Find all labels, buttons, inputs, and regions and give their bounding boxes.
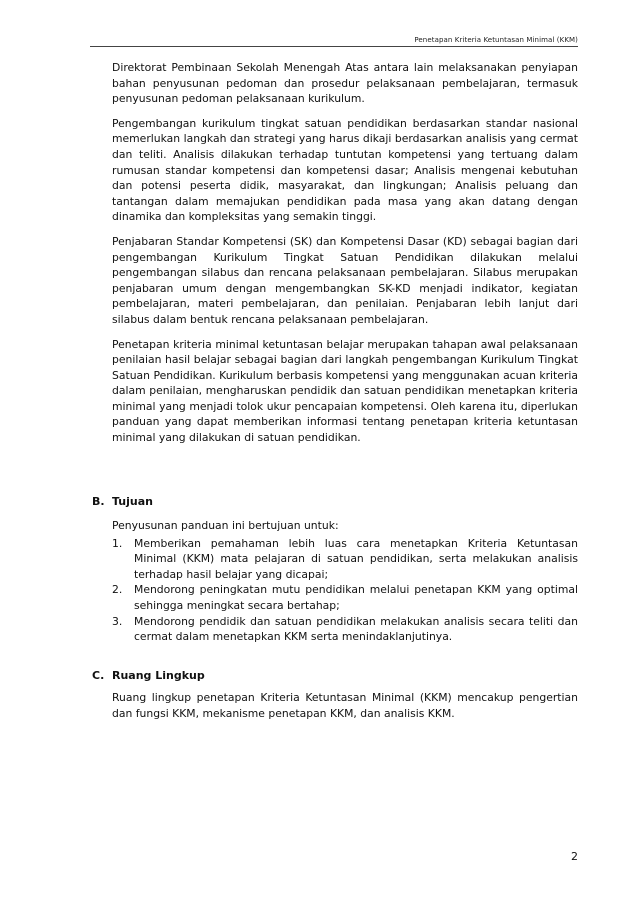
list-item-text: Mendorong pendidik dan satuan pendidikan melakukan analisis secara teliti dan cermat dalam menetapkan KKM serta menindaklanjutinya. <box>134 614 578 644</box>
list-item <box>112 582 578 613</box>
list-item-text: Mendorong peningkatan mutu pendidikan melalui penetapan KKM yang optimal sehingga meningkat secara bertahap; <box>134 583 578 612</box>
paragraph-1: Direktorat Pembinaan Sekolah Menengah Atas antara lain melaksanakan penyiapan bahan penyusunan pedoman dan prosedur pelaksanaan pembelajaran, termasuk penyusunan pedoman pelaksanaan kurikulum. <box>112 61 578 106</box>
section-b-title: Tujuan <box>112 495 153 508</box>
section-b-heading <box>92 494 153 509</box>
section-c-body <box>112 690 578 730</box>
paragraph-4: Penetapan kriteria minimal ketuntasan belajar merupakan tahapan awal pelaksanaan penilaian hasil belajar sebagai bagian dari langkah pengembangan Kurikulum Tingkat Satuan Pendidikan. Kurikulum berbasis kompetensi yang menggunakan acuan kriteria dalam penilaian, mengharuskan pendidik dan satuan pendidikan menetapkan kriteria minimal yang menjadi tolok ukur pencapaian kompetensi. Oleh karena itu, diperlukan panduan yang dapat memberikan informasi tentang penetapan kriteria ketuntasan minimal yang dilakukan di satuan pendidikan. <box>112 337 578 445</box>
paragraph-3: Penjabaran Standar Kompetensi (SK) dan Kompetensi Dasar (KD) sebagai bagian dari pengembangan Kurikulum Tingkat Satuan Pendidikan dilakukan melalui pengembangan silabus dan rencana pelaksanaan pembelajaran. Silabus merupakan penjabaran umum dengan mengembangkan SK-KD menjadi indikator, kegiatan pembelajaran, materi pembelajaran, dan penilaian. Penjabaran lebih lanjut dari silabus dalam bentuk rencana pelaksanaan pembelajaran. <box>112 234 578 326</box>
page-number: 2 <box>571 850 578 863</box>
section-c-title: Ruang Lingkup <box>112 669 205 682</box>
section-c-letter: C. <box>92 669 105 682</box>
section-c-text: Ruang lingkup penetapan Kriteria Ketuntasan Minimal (KKM) mencakup pengertian dan fungsi KKM, mekanisme penetapan KKM, dan analisis KKM. <box>112 691 578 720</box>
intro-body <box>112 60 578 455</box>
list-item <box>112 536 578 583</box>
list-item-text: Memberikan pemahaman lebih luas cara menetapkan Kriteria Ketuntasan Minimal (KKM) mata pelajaran di satuan pendidikan, serta melakukan analisis terhadap hasil belajar yang dicapai; <box>134 536 578 581</box>
header-divider <box>90 46 578 47</box>
section-b-intro: Penyusunan panduan ini bertujuan untuk: <box>112 519 339 532</box>
section-b-letter: B. <box>92 495 105 508</box>
section-b-body <box>112 518 578 645</box>
paragraph-2: Pengembangan kurikulum tingkat satuan pendidikan berdasarkan standar nasional memerlukan langkah dan strategi yang harus dikaji berdasarkan analisis yang cermat dan teliti. Analisis dilakukan terhadap tuntutan kompetensi yang tertuang dalam rumusan standar kompetensi dan kompetensi dasar; Analisis mengenai kebutuhan dan potensi peserta didik, masyarakat, dan lingkungan; Analisis peluang dan tantangan dalam memajukan pendidikan pada masa yang akan datang dengan dinamika dan kompleksitas yang semakin tinggi. <box>112 116 578 224</box>
running-header: Penetapan Kriteria Ketuntasan Minimal (KKM) <box>414 36 578 44</box>
list-item-number: 1. <box>112 536 123 550</box>
list-item-number: 3. <box>112 614 123 628</box>
list-item-number: 2. <box>112 583 123 597</box>
objectives-list <box>112 536 578 645</box>
section-c-heading <box>92 668 205 683</box>
list-item <box>112 614 578 645</box>
